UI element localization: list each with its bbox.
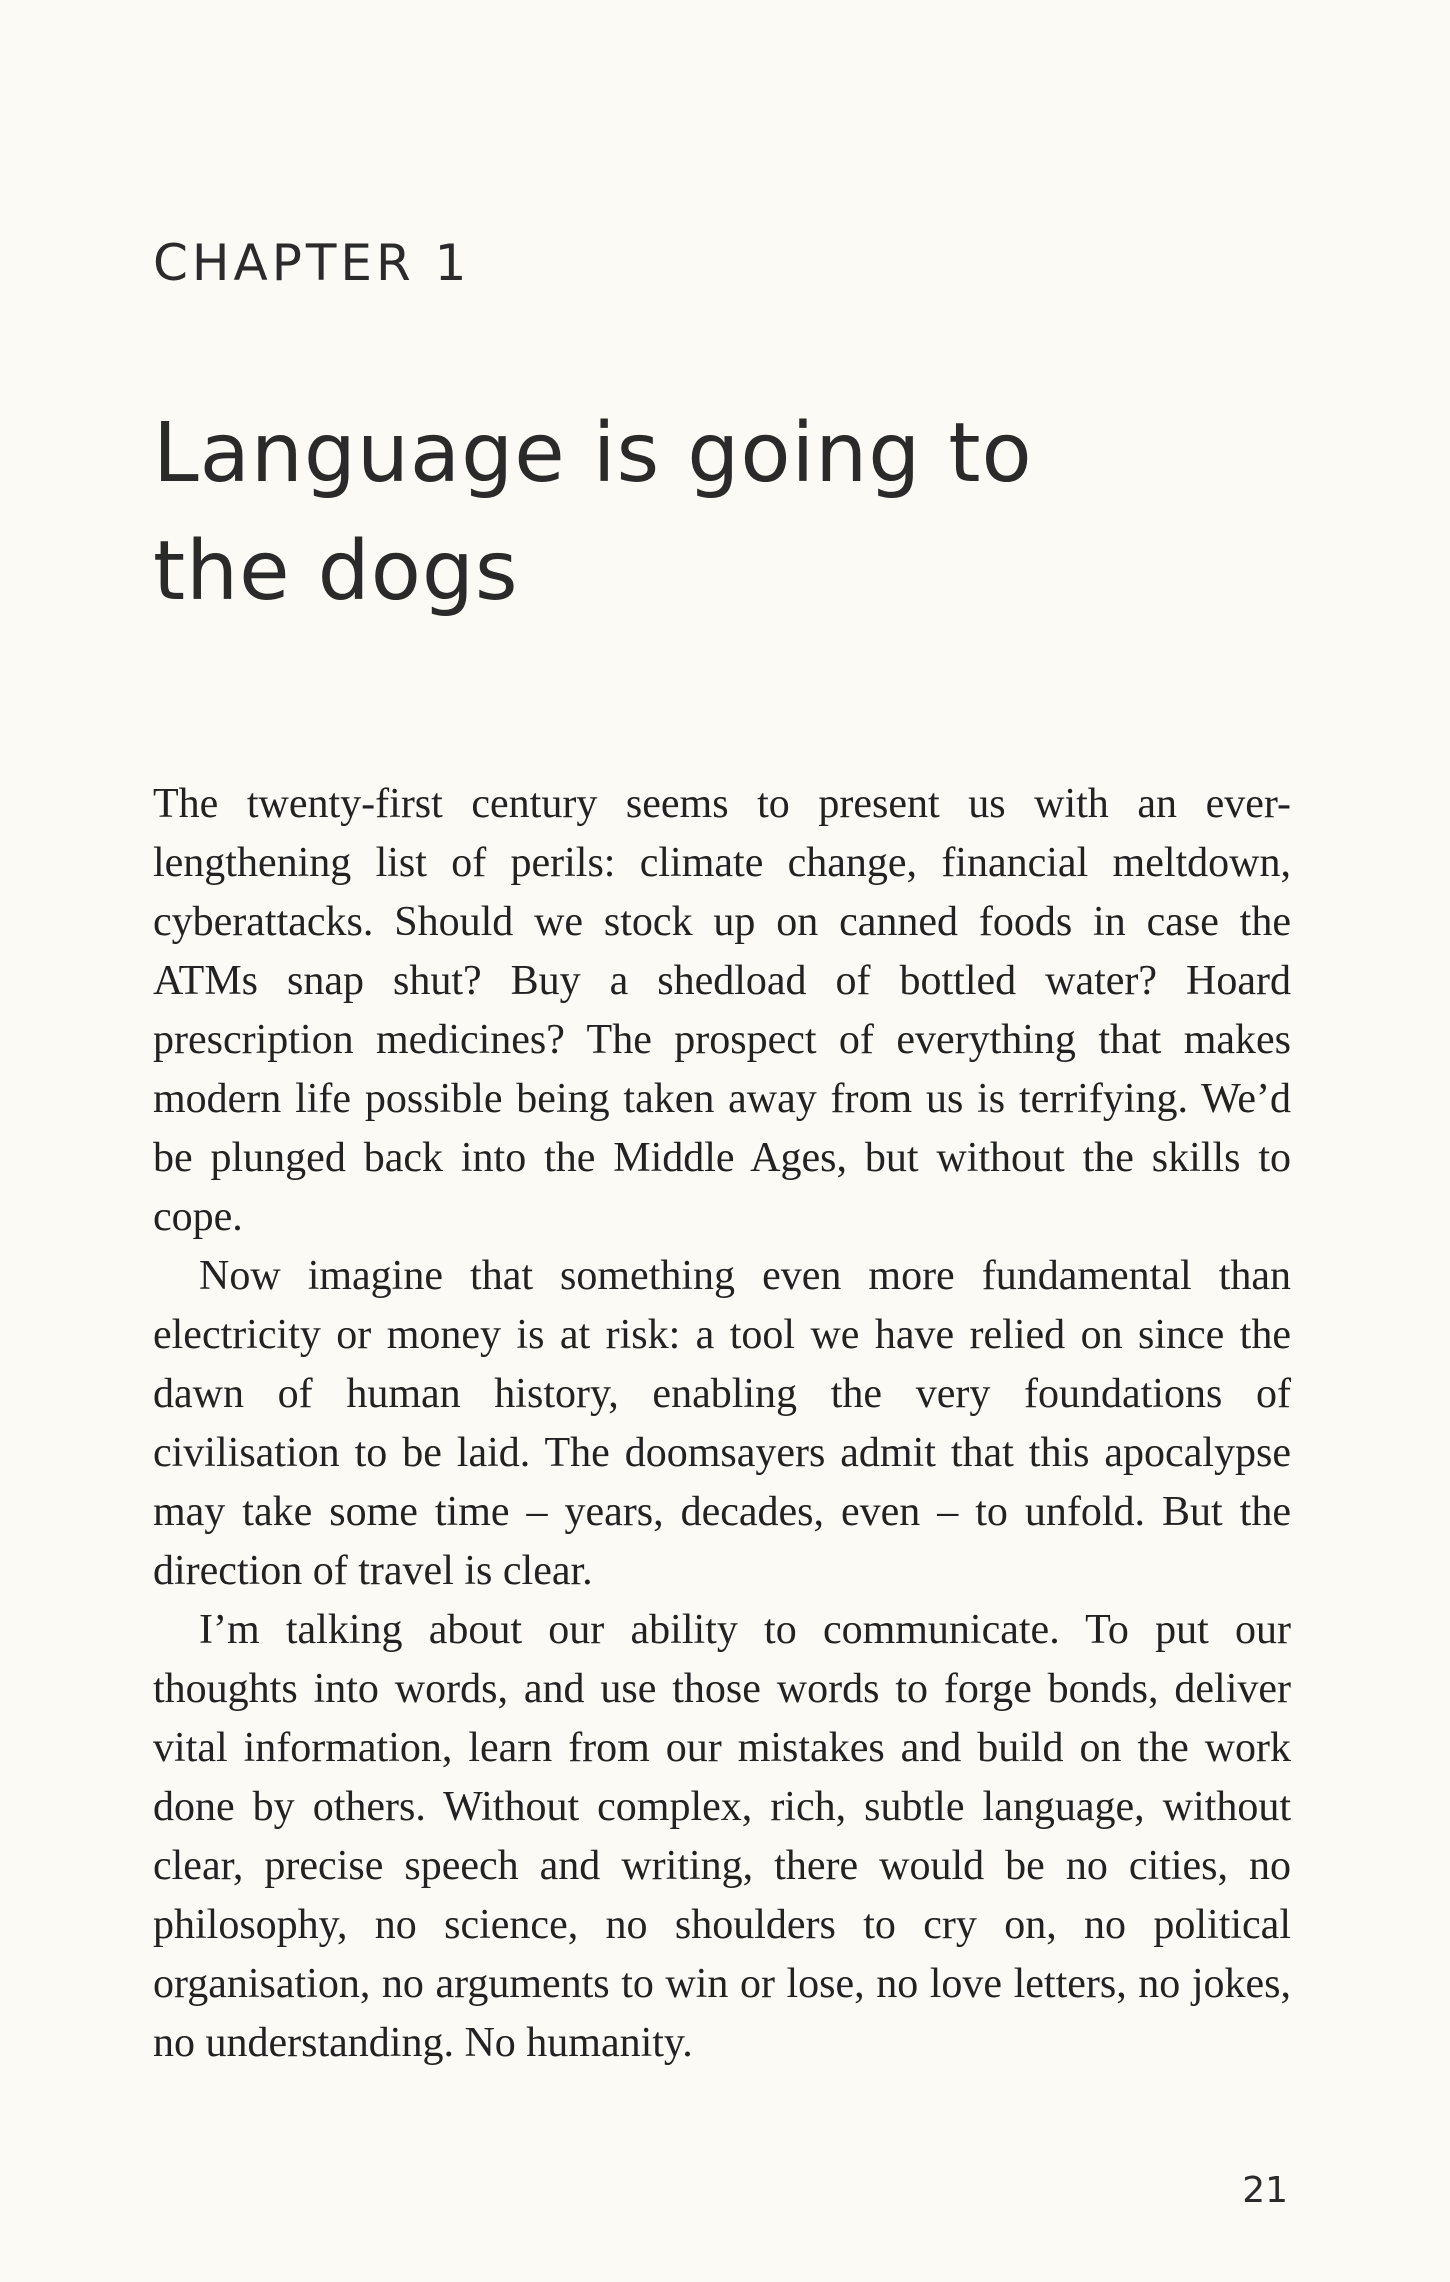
body-text — [153, 775, 1291, 2073]
paragraph-1: The twenty-first century seems to present us with an ever-lengthening list of perils: climate change, financial meltdown, cyberattacks. Should we stock up on canned foods in case the ATMs snap shut? Buy a shedload of bottled water? Hoard prescription medicines? The prospect of everything that makes modern life possible being taken away from us is terrifying. We’d be plunged back into the Middle Ages, but without the skills to cope. — [153, 781, 1291, 1240]
page-number: 21 — [1242, 2170, 1288, 2211]
chapter-title: Language is going to the dogs — [153, 406, 1033, 619]
paragraph-3: I’m talking about our ability to communicate. To put our thoughts into words, and use those words to forge bonds, deliver vital information, learn from our mistakes and build on the work done by others. Without complex, rich, subtle language, without clear, precise speech and writing, there would be no cities, no philosophy, no science, no shoulders to cry on, no political organisation, no arguments to win or lose, no love letters, no jokes, no understanding. No humanity. — [153, 1607, 1291, 2066]
chapter-label: CHAPTER 1 — [153, 234, 471, 292]
paragraph-2: Now imagine that something even more fundamental than electricity or money is at risk: a tool we have relied on since the dawn of human history, enabling the very foundations of civilisation to be laid. The doomsayers admit that this apocalypse may take some time – years, decades, even – to unfold. But the direction of travel is clear. — [153, 1253, 1291, 1594]
